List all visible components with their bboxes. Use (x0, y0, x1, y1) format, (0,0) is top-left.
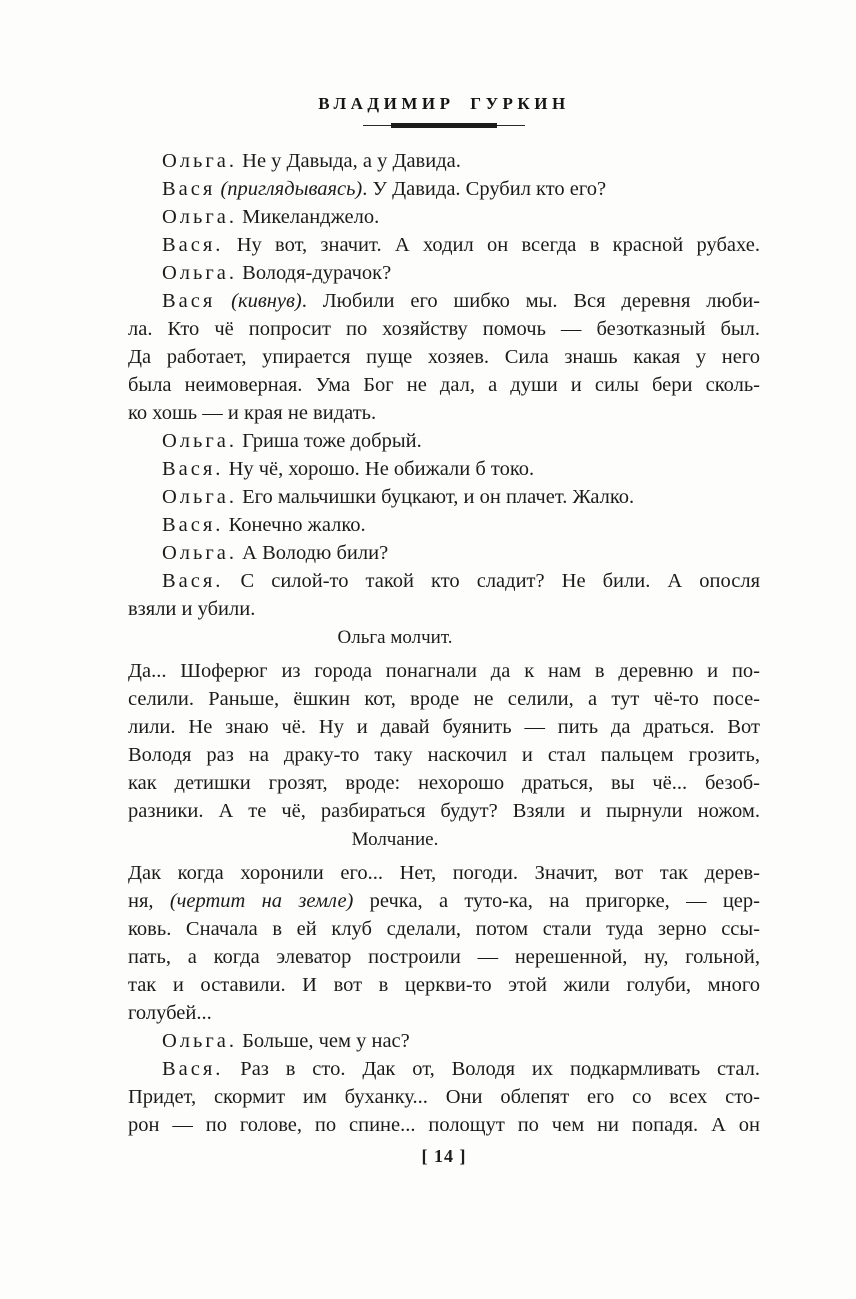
text-line (128, 259, 760, 287)
text-line (128, 915, 760, 943)
text-line (128, 427, 760, 455)
text-run: Да работает, упирается пуще хозяев. Сила знашь какая у него (128, 346, 760, 368)
text-run: голубей... (128, 1002, 212, 1024)
speaker-name: Вася. (162, 234, 224, 256)
text-line (128, 797, 760, 825)
text-block (128, 147, 760, 1139)
text-run: рон — по голове, по спине... полощут по чем ни попадя. А он (128, 1114, 760, 1136)
text-run: Больше, чем у нас? (237, 1030, 410, 1052)
text-line (128, 595, 760, 623)
text-line (128, 567, 760, 595)
text-run: ковь. Сначала в ей клуб сделали, потом стали туда зерно ссы- (128, 918, 760, 940)
speaker-name: Ольга. (162, 486, 238, 508)
text-run: Дак когда хоронили его... Нет, погоди. Значит, вот так дерев- (128, 862, 760, 884)
text-line (128, 399, 760, 427)
stage-direction: Ольга молчит. (337, 627, 453, 648)
text-line (128, 287, 760, 315)
speaker-name: Вася. (162, 514, 224, 536)
text-run: речка, а туто-ка, на пригорке, — цер- (353, 890, 760, 912)
text-line (128, 203, 760, 231)
speaker-name: Ольга. (162, 1030, 238, 1052)
text-run: пать, а когда элеватор построили — нерешенной, ну, гольной, (128, 946, 760, 968)
text-run: А Володю били? (237, 542, 389, 564)
speaker-name: Вася. (162, 1058, 224, 1080)
text-line (128, 175, 760, 203)
text-run: как детишки грозят, вроде: нехорошо драться, вы чё... безоб- (128, 772, 760, 794)
text-line (128, 1083, 760, 1111)
text-line (128, 231, 760, 259)
speaker-name: Вася (162, 290, 216, 312)
text-line (128, 685, 760, 713)
text-line (128, 1027, 760, 1055)
speaker-name: Ольга. (162, 262, 238, 284)
text-line (128, 455, 760, 483)
text-line (128, 859, 760, 887)
text-line (128, 769, 760, 797)
text-line (128, 315, 760, 343)
text-run: Ну чё, хорошо. Не обижали б токо. (223, 458, 535, 480)
speaker-name: Ольга. (162, 542, 238, 564)
speaker-name: Вася. (162, 458, 224, 480)
text-run: Володя раз на драку-то таку наскочил и стал пальцем грозить, (128, 744, 760, 766)
speaker-name: Вася (162, 178, 216, 200)
text-line (128, 511, 760, 539)
text-line (128, 713, 760, 741)
inline-stage-direction: (кивнув) (231, 290, 302, 312)
text-run: взяли и убили. (128, 598, 256, 620)
text-line (128, 887, 760, 915)
text-line (128, 999, 760, 1027)
speaker-name: Ольга. (162, 150, 238, 172)
text-run: Конечно жалко. (223, 514, 366, 536)
text-line (128, 147, 760, 175)
text-line (128, 1055, 760, 1083)
speaker-name: Ольга. (162, 206, 238, 228)
text-run: селили. Раньше, ёшкин кот, вроде не селили, а тут чё-то посе- (128, 688, 760, 710)
text-line (128, 971, 760, 999)
text-line (128, 371, 760, 399)
text-line (128, 1111, 760, 1139)
text-run: Не у Давыда, а у Давида. (237, 150, 461, 172)
text-line (128, 539, 760, 567)
speaker-name: Ольга. (162, 430, 238, 452)
running-head: ВЛАДИМИР ГУРКИН (318, 94, 570, 113)
text-run: ла. Кто чё попросит по хозяйству помочь — безотказный был. (128, 318, 760, 340)
inline-stage-direction: (приглядываясь) (220, 178, 363, 200)
inline-stage-direction: (чертит на земле) (169, 890, 354, 912)
text-run: ко хошь — и края не видать. (128, 402, 377, 424)
text-run: Раз в сто. Дак от, Володя их подкармливать стал. (223, 1058, 760, 1080)
text-line (128, 343, 760, 371)
text-run: Ну вот, значит. А ходил он всегда в красной рубахе. (223, 234, 760, 256)
speaker-name: Вася. (162, 570, 224, 592)
text-run: Гриша тоже добрый. (237, 430, 422, 452)
text-line (128, 943, 760, 971)
text-line (128, 657, 760, 685)
text-run: Володя-дурачок? (237, 262, 392, 284)
page-number: [ 14 ] (421, 1146, 467, 1166)
text-line (128, 483, 760, 511)
text-run: Его мальчишки буцкают, и он плачет. Жалко. (237, 486, 635, 508)
text-run: . У Давида. Срубил кто его? (362, 178, 607, 200)
text-run: С силой-то такой кто сладит? Не били. А опосля (223, 570, 760, 592)
text-run: Микеланджело. (237, 206, 380, 228)
text-run: лили. Не знаю чё. Ну и давай буянить — пить да драться. Вот (128, 716, 760, 738)
text-run: была неимоверная. Ума Бог не дал, а души и силы бери сколь- (128, 374, 760, 396)
stage-direction: Молчание. (351, 829, 439, 850)
text-run: . Любили его шибко мы. Вся деревня люби- (301, 290, 761, 312)
text-run: Придет, скормит им буханку... Они облепят его со всех сто- (128, 1086, 760, 1108)
text-run: разники. А те чё, разбираться будут? Взяли и пырнули ножом. (128, 800, 760, 822)
text-line (128, 741, 760, 769)
header-ornament (128, 122, 760, 128)
thick-rule (391, 123, 497, 128)
text-run (215, 290, 231, 312)
text-run: Да... Шоферюг из города понагнали да к нам в деревню и по- (128, 660, 760, 682)
text-run: ня, (128, 890, 170, 912)
header-ornament-rule (363, 122, 525, 128)
text-run: так и оставили. И вот в церкви-то этой жили голуби, много (128, 974, 760, 996)
